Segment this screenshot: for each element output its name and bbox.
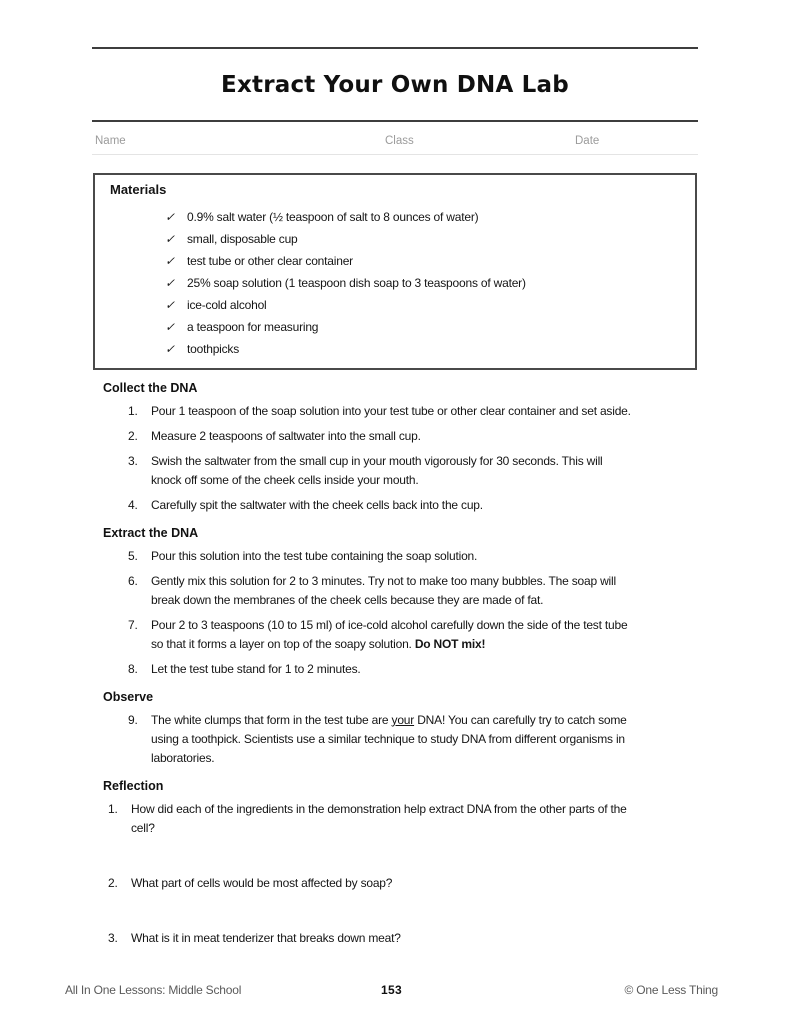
procedure-step (103, 402, 698, 421)
checkmark-icon: ✓ (165, 275, 175, 290)
material-item-text: ice-cold alcohol (187, 297, 267, 312)
material-item (110, 253, 685, 269)
step-text (151, 452, 689, 490)
text-line (151, 547, 689, 566)
material-item (110, 231, 685, 247)
question-number: 1. (108, 801, 118, 816)
step-number: 6. (128, 573, 138, 588)
step-number: 1. (128, 403, 138, 418)
material-item (110, 275, 685, 291)
checkmark-icon: ✓ (165, 253, 175, 268)
step-text (151, 572, 689, 610)
date-field-label: Date (575, 134, 600, 147)
footer-series-label: All In One Lessons: Middle School (65, 983, 242, 997)
text-segment: Pour this solution into the test tube containing the soap solution. (151, 548, 478, 563)
text-line (151, 452, 689, 471)
procedure-section (103, 381, 698, 515)
checkmark-icon: ✓ (165, 341, 175, 356)
procedure-list (103, 402, 698, 515)
text-line (151, 427, 689, 446)
procedure-step (103, 427, 698, 446)
class-field-label: Class (385, 134, 414, 147)
text-segment: using a toothpick. Scientists use a similar technique to study DNA from different organisms in (151, 731, 625, 746)
text-line (151, 660, 689, 679)
checkmark-icon: ✓ (165, 231, 175, 246)
text-segment: Pour 2 to 3 teaspoons (10 to 15 ml) of ice-cold alcohol carefully down the side of the test tube (151, 617, 628, 632)
text-segment: Do NOT mix! (414, 636, 486, 651)
step-text (151, 660, 689, 679)
title-rule-top (92, 47, 698, 49)
step-text (151, 547, 689, 566)
materials-box (93, 173, 697, 370)
text-line (151, 572, 689, 591)
text-segment: The white clumps that form in the test tube are (151, 712, 392, 727)
procedure-sections (103, 381, 698, 768)
question-text (131, 800, 687, 838)
text-segment: knock off some of the cheek cells inside your mouth. (151, 472, 419, 487)
step-number: 4. (128, 497, 138, 512)
procedure-step (103, 616, 698, 654)
material-item (110, 209, 685, 225)
text-segment: Pour 1 teaspoon of the soap solution into your test tube or other clear container and set aside. (151, 403, 631, 418)
question-number: 2. (108, 875, 118, 890)
step-number: 3. (128, 453, 138, 468)
student-info-row (92, 122, 698, 155)
text-segment: What is it in meat tenderizer that breaks down meat? (131, 930, 401, 945)
material-item (110, 341, 685, 357)
checkmark-icon: ✓ (165, 319, 175, 334)
procedure-step (103, 660, 698, 679)
materials-title: Materials (110, 181, 167, 197)
text-line (151, 730, 689, 749)
checkmark-icon: ✓ (165, 209, 175, 224)
procedure-section (103, 526, 698, 679)
procedure-step (103, 496, 698, 515)
material-item-text: small, disposable cup (187, 231, 298, 246)
page-content (92, 0, 698, 984)
procedure-step (103, 452, 698, 490)
text-segment: so that it forms a layer on top of the soapy solution. (151, 636, 415, 651)
procedure-step (103, 711, 698, 768)
procedure-section (103, 690, 698, 768)
page-number: 153 (381, 983, 402, 997)
step-number: 7. (128, 617, 138, 632)
section-heading: Observe (103, 689, 154, 704)
text-segment: Carefully spit the saltwater with the cheek cells back into the cup. (151, 497, 483, 512)
materials-list (110, 209, 685, 357)
checkmark-icon: ✓ (165, 297, 175, 312)
step-text (151, 496, 689, 515)
procedure-step (103, 572, 698, 610)
text-line (131, 800, 687, 819)
reflection-heading: Reflection (103, 778, 164, 793)
text-segment: Swish the saltwater from the small cup in your mouth vigorously for 30 seconds. This will (151, 453, 603, 468)
reflection-question (103, 874, 698, 893)
text-segment: Measure 2 teaspoons of saltwater into the small cup. (151, 428, 421, 443)
text-segment: laboratories. (151, 750, 215, 765)
step-text (151, 711, 689, 768)
material-item-text: a teaspoon for measuring (187, 319, 319, 334)
step-number: 8. (128, 661, 138, 676)
page-title: Extract Your Own DNA Lab (221, 72, 569, 99)
material-item-text: toothpicks (187, 341, 240, 356)
step-text (151, 427, 689, 446)
section-heading: Collect the DNA (103, 380, 198, 395)
reflection-question (103, 800, 698, 838)
text-line (151, 471, 689, 490)
text-segment: break down the membranes of the cheek cells because they are made of fat. (151, 592, 544, 607)
text-line (151, 616, 689, 635)
text-line (151, 496, 689, 515)
text-segment: Let the test tube stand for 1 to 2 minutes. (151, 661, 361, 676)
text-line (131, 819, 687, 838)
text-segment: DNA! You can carefully try to catch some (414, 712, 627, 727)
step-text (151, 616, 689, 654)
material-item-text: test tube or other clear container (187, 253, 353, 268)
text-segment: your (391, 712, 415, 727)
text-line (151, 591, 689, 610)
name-field-label: Name (95, 134, 126, 147)
text-segment: How did each of the ingredients in the demonstration help extract DNA from the other parts of the (131, 801, 627, 816)
text-segment: Gently mix this solution for 2 to 3 minutes. Try not to make too many bubbles. The soap will (151, 573, 616, 588)
reflection-section (103, 779, 698, 948)
procedure-list (103, 711, 698, 768)
text-segment: cell? (131, 820, 155, 835)
page-footer (65, 983, 718, 997)
reflection-question (103, 929, 698, 948)
text-line (151, 635, 689, 654)
text-segment: What part of cells would be most affected by soap? (131, 875, 393, 890)
footer-copyright: © One Less Thing (624, 983, 718, 997)
material-item (110, 297, 685, 313)
question-text (131, 929, 687, 948)
question-number: 3. (108, 930, 118, 945)
material-item-text: 0.9% salt water (½ teaspoon of salt to 8 ounces of water) (187, 209, 479, 224)
step-text (151, 402, 689, 421)
text-line (151, 749, 689, 768)
material-item-text: 25% soap solution (1 teaspoon dish soap to 3 teaspoons of water) (187, 275, 526, 290)
section-heading: Extract the DNA (103, 525, 199, 540)
question-text (131, 874, 687, 893)
material-item (110, 319, 685, 335)
reflection-list (103, 800, 698, 948)
procedure-step (103, 547, 698, 566)
step-number: 9. (128, 712, 138, 727)
step-number: 2. (128, 428, 138, 443)
text-line (151, 402, 689, 421)
procedure-list (103, 547, 698, 679)
text-line (131, 874, 687, 893)
step-number: 5. (128, 548, 138, 563)
text-line (131, 929, 687, 948)
text-line (151, 711, 689, 730)
